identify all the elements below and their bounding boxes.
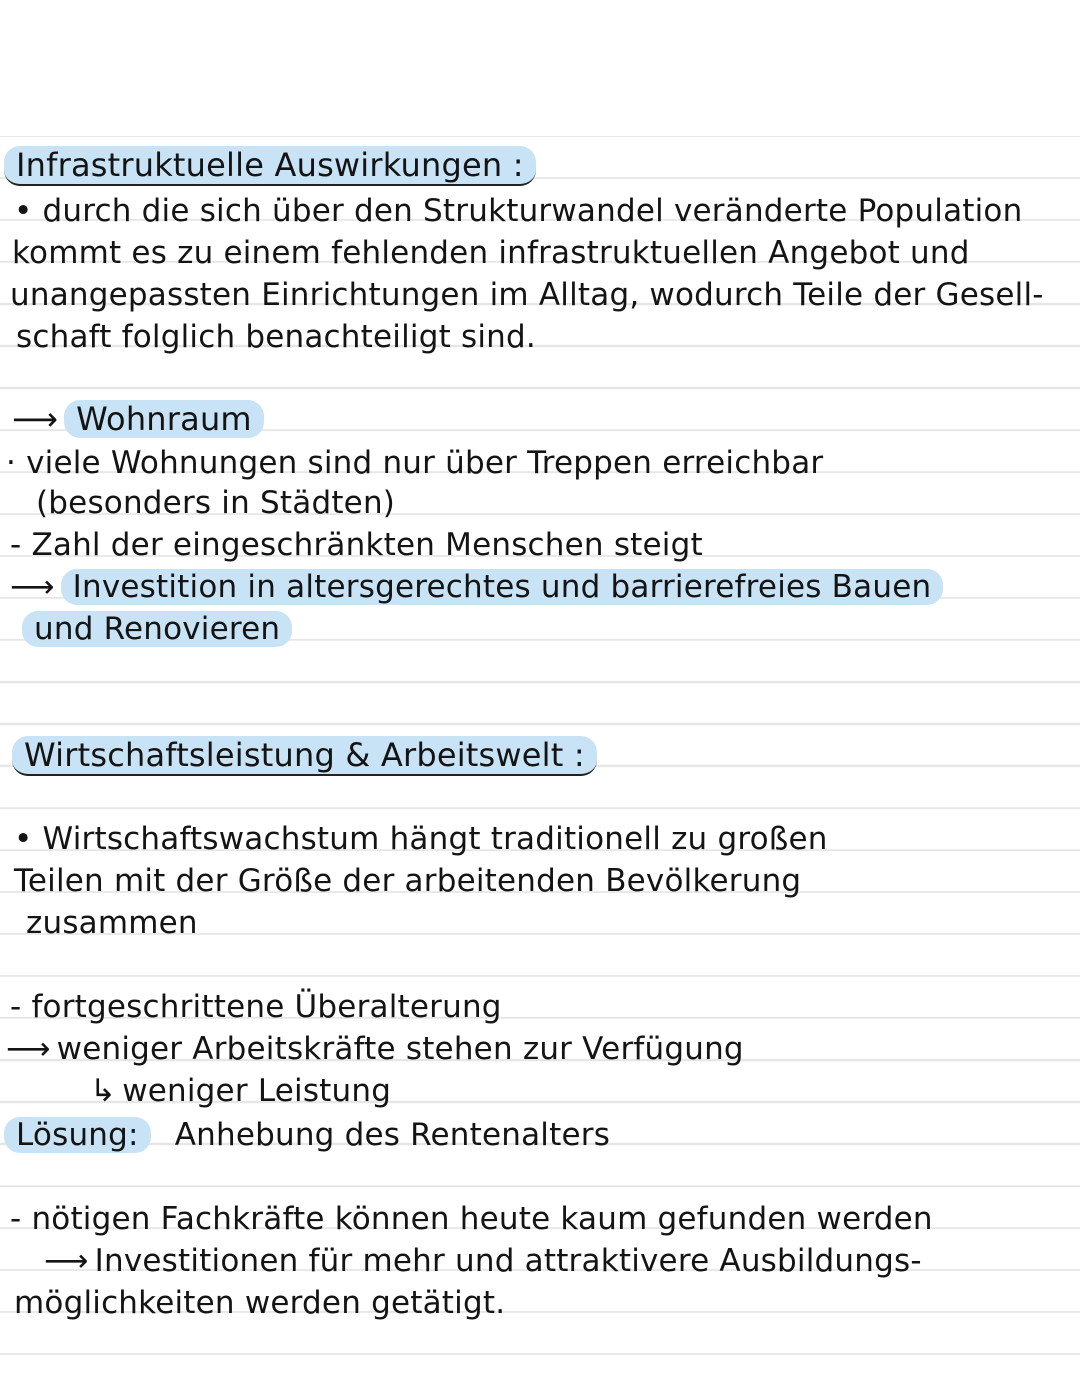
arrow-line-text: weniger Leistung xyxy=(122,1073,392,1109)
heading-wohnraum-text: Wohnraum xyxy=(64,400,264,438)
text-line: möglichkeiten werden getätigt. xyxy=(14,1285,506,1321)
solution-text: Anhebung des Rentenalters xyxy=(174,1117,611,1153)
arrow-right-icon: ⟶ xyxy=(12,400,59,438)
highlighted-line xyxy=(10,566,943,608)
text-line: - Zahl der eingeschränkten Menschen steigt xyxy=(10,527,703,563)
arrow-line-text: weniger Arbeitskräfte stehen zur Verfügung xyxy=(56,1031,744,1067)
text-line: - nötigen Fachkräfte können heute kaum gefunden werden xyxy=(10,1201,933,1237)
text-line: unangepassten Einrichtungen im Alltag, wodurch Teile der Gesell- xyxy=(10,277,1044,313)
solution-label: Lösung: xyxy=(4,1117,151,1153)
heading-wirtschaft-text: Wirtschaftsleistung & Arbeitswelt : xyxy=(12,736,597,776)
highlight-text: und Renovieren xyxy=(22,611,292,647)
text-line: Teilen mit der Größe der arbeitenden Bevölkerung xyxy=(14,863,802,899)
text-line: zusammen xyxy=(26,905,198,941)
text-line: kommt es zu einem fehlenden infrastruktuellen Angebot und xyxy=(12,235,970,271)
heading-infrastruktur-text: Infrastruktuelle Auswirkungen : xyxy=(4,146,536,186)
page-top-margin xyxy=(0,0,1080,136)
text-line: (besonders in Städten) xyxy=(36,485,396,521)
arrow-line xyxy=(6,1028,744,1070)
arrow-return-icon: ↳ xyxy=(90,1073,117,1109)
arrow-right-icon: ⟶ xyxy=(6,1031,51,1067)
highlight-text: Investition in altersgerechtes und barrierefreies Bauen xyxy=(61,569,944,605)
heading-wohnraum xyxy=(12,398,264,440)
arrow-right-icon: ⟶ xyxy=(10,569,55,605)
arrow-line xyxy=(44,1240,922,1282)
arrow-right-icon: ⟶ xyxy=(44,1243,89,1279)
text-line: · viele Wohnungen sind nur über Treppen erreichbar xyxy=(6,445,824,481)
highlighted-line xyxy=(22,608,292,650)
heading-wirtschaft xyxy=(12,734,597,776)
heading-infrastruktur xyxy=(4,144,536,186)
arrow-line-text: Investitionen für mehr und attraktivere Ausbildungs- xyxy=(94,1243,922,1279)
text-line: • Wirtschaftswachstum hängt traditionell zu großen xyxy=(14,821,828,857)
text-line: schaft folglich benachteiligt sind. xyxy=(16,319,536,355)
solution-line xyxy=(4,1114,610,1156)
arrow-line xyxy=(90,1070,391,1112)
text-line: • durch die sich über den Strukturwandel veränderte Population xyxy=(14,193,1023,229)
text-line: - fortgeschrittene Überalterung xyxy=(10,989,502,1025)
